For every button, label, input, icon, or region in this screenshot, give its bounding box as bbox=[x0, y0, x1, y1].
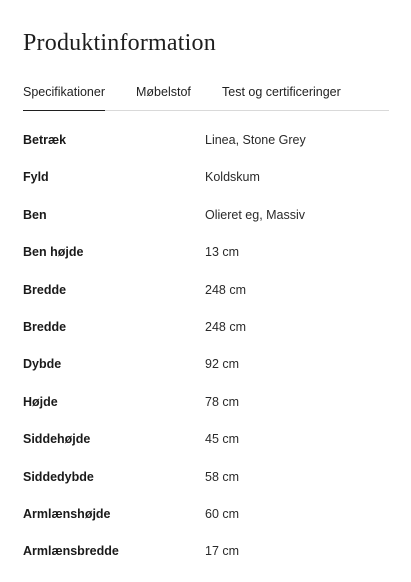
spec-row-bredde bbox=[23, 320, 389, 357]
spec-value: 13 cm bbox=[205, 245, 240, 260]
spec-row-ben-hojde bbox=[23, 245, 389, 282]
spec-value: 92 cm bbox=[205, 357, 240, 372]
spec-label: Bredde bbox=[23, 319, 67, 334]
page-title: Produktinformation bbox=[23, 30, 216, 56]
spec-row-fyld bbox=[23, 170, 389, 207]
spec-row-hojde bbox=[23, 395, 389, 432]
tab-mobelstof[interactable]: Møbelstof bbox=[136, 85, 191, 99]
spec-value: 17 cm bbox=[205, 544, 240, 559]
spec-row-bredde bbox=[23, 283, 389, 320]
spec-label: Armlænshøjde bbox=[23, 506, 111, 521]
spec-value: 58 cm bbox=[205, 469, 240, 484]
tab-test-og-certificeringer[interactable]: Test og certificeringer bbox=[222, 85, 341, 99]
spec-label: Ben højde bbox=[23, 245, 84, 260]
spec-value: Olieret eg, Massiv bbox=[205, 207, 306, 222]
spec-row-ben bbox=[23, 208, 389, 245]
tab-bar bbox=[23, 84, 389, 111]
spec-row-siddedybde bbox=[23, 470, 389, 507]
spec-value: 45 cm bbox=[205, 432, 240, 447]
spec-row-dybde bbox=[23, 357, 389, 394]
spec-value: 78 cm bbox=[205, 394, 240, 409]
spec-label: Siddedybde bbox=[23, 469, 94, 484]
spec-label: Armlænsbredde bbox=[23, 544, 119, 559]
spec-label: Ben bbox=[23, 207, 47, 222]
spec-row-siddehojde bbox=[23, 432, 389, 469]
tab-specifikationer[interactable]: Specifikationer bbox=[23, 84, 105, 111]
spec-value: 248 cm bbox=[205, 282, 246, 297]
spec-row-betraek bbox=[23, 133, 389, 170]
spec-value: 60 cm bbox=[205, 506, 240, 521]
spec-value: 248 cm bbox=[205, 319, 246, 334]
spec-row-armlaenshojde bbox=[23, 507, 389, 544]
spec-value: Koldskum bbox=[205, 170, 260, 185]
spec-label: Dybde bbox=[23, 357, 62, 372]
spec-label: Betræk bbox=[23, 133, 67, 147]
spec-label: Bredde bbox=[23, 282, 67, 297]
spec-label: Siddehøjde bbox=[23, 432, 91, 447]
spec-table bbox=[23, 133, 389, 582]
spec-value: Linea, Stone Grey bbox=[205, 133, 306, 147]
spec-label: Fyld bbox=[23, 170, 49, 185]
spec-row-armlaensbredde bbox=[23, 544, 389, 581]
spec-label: Højde bbox=[23, 394, 58, 409]
